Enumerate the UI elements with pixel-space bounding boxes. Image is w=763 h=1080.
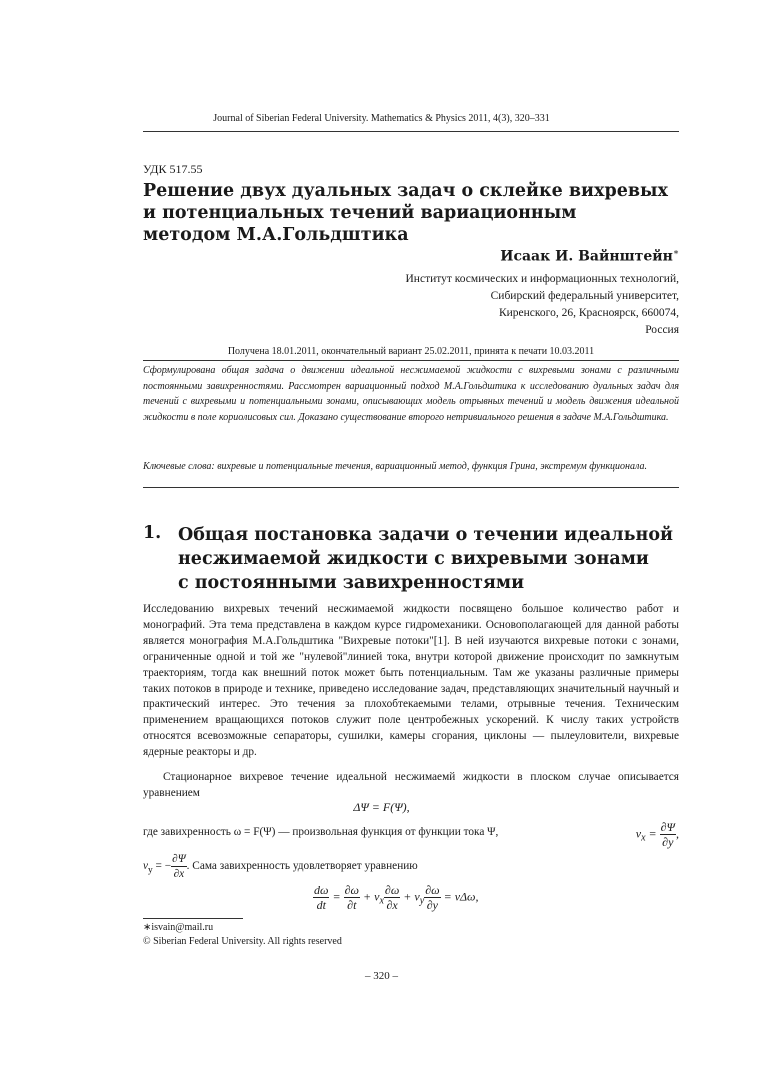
affiliation (406, 271, 680, 339)
footnote-rule (143, 918, 243, 919)
page-number: – 320 – (365, 970, 398, 982)
footnote-email: ∗isvain@mail.ru (143, 922, 214, 933)
author-footnote-mark: ∗ (672, 248, 679, 258)
header-rule (143, 131, 679, 132)
fraction: $\frac{\partial\Psi}{\partial x}$ (172, 853, 186, 880)
author-name: Исаак И. Вайнштейн∗ (500, 248, 679, 265)
section-title-line: несжимаемой жидкости с вихревыми зонами (178, 549, 649, 569)
vx-formula: $v_x$ = $\frac{\partial\Psi}{\partial y}$ , (635, 820, 679, 849)
keywords: Ключевые слова: вихревые и потенциальные течения, вариационный метод, функция Грина, экстремум функционала. (143, 461, 647, 472)
equation-poisson: ΔΨ = F(Ψ), (353, 800, 410, 814)
section-title (178, 523, 678, 595)
section-title-line: Общая постановка задачи о течении идеальной (178, 525, 673, 545)
abstract: Сформулирована общая задача о движении идеальной несжимаемой жидкости с вихревыми зонами с различными постоянными завихренностями. Рассмотрен вариационный подход М.А.Гольдштика к исследованию дуальных задач для течений с вихревыми и потенциальными зонами, описывающих модель отрывных течений и модель движения идеальной жидкости в поле кориолисовых сил. Доказано существование второго нетривиального решения в задаче М.А.Гольдштика. (143, 365, 679, 424)
affiliation-line: Киренского, 26, Красноярск, 660074, (498, 307, 679, 319)
received-dates: Получена 18.01.2011, окончательный вариант 25.02.2011, принята к печати 10.03.2011 (227, 346, 595, 357)
fraction: $\frac{\partial\Psi}{\partial y}$ (660, 820, 675, 849)
title-line: Решение двух дуальных задач о склейке вихревых (143, 181, 668, 201)
title-line: методом М.А.Гольдштика (143, 225, 409, 245)
section-number: 1. (143, 523, 162, 543)
journal-header: Journal of Siberian Federal University. Mathematics & Physics 2011, 4(3), 320–331 (213, 113, 550, 124)
body-paragraph: Исследованию вихревых течений несжимаемой жидкости посвящено большое количество работ и монографий. Эта тема представлена в каждом курсе гидромеханики. Основополагающей для данной работы является монография М.А.Гольдштика "Вихревые потоки"[1]. В ней изучаются вихревые потоки с зонами, ограниченные одной и той же "нулевой"линией тока, внутри которой движение происходит по замкнутым траекториям, тогда как внешний поток может быть потенциальным. Там же указаны различные примеры таких потоков в природе и технике, приведено исследование задач, представляющих значительный научный и практический интерес. Это течения за плохобтекаемыми телами, отрывные течения. Техническим применением вращающихся потоков служит поле центробежных ускорений. К числу таких устройств относятся всевозможные сепараторы, сушилки, камеры сгорания, циклоны — пылеуловители, вихревые ядерные реакторы и др. (143, 603, 679, 759)
affiliation-line: Институт космических и информационных технологий, (405, 273, 679, 285)
line-text: где завихренность ω = F(Ψ) — произвольная функция от функции тока Ψ, (143, 826, 499, 838)
title-line: и потенциальных течений вариационным (143, 203, 577, 223)
section-title-line: с постоянными завихренностями (178, 573, 525, 593)
vorticity-definition-line (143, 820, 679, 849)
affiliation-line: Сибирский федеральный университет, (490, 290, 679, 302)
body-paragraph: Стационарное вихревое течение идеальной несжимаемй жидкости в плоском случае описывается уравнением (143, 771, 679, 799)
fraction: $\frac{\partial\omega}{\partial y}$ (425, 883, 440, 912)
fraction: $\frac{\partial\omega}{\partial t}$ (344, 883, 359, 912)
footnote-copyright: © Siberian Federal University. All rights reserved (143, 936, 342, 947)
fraction: $\frac{d\omega}{dt}$ (314, 883, 329, 912)
affiliation-line: Россия (645, 324, 679, 336)
udk-code: УДК 517.55 (143, 162, 203, 176)
fraction: $\frac{\partial\omega}{\partial x}$ (384, 883, 400, 912)
equation-vorticity-transport: $\frac{d\omega}{dt}$ = $\frac{\partial\omega}{\partial t}$ + $v_x$ $\frac{\partial\omega}{\partial x}$ + $v_y$ $\frac{\partial\omega}{\partial y}$ = νΔω, (314, 883, 479, 912)
vy-definition-line: $v_y$ = − $\frac{\partial\Psi}{\partial x}$ . Сама завихренность удовлетворяет уравнению (143, 853, 418, 880)
article-title (143, 180, 683, 246)
